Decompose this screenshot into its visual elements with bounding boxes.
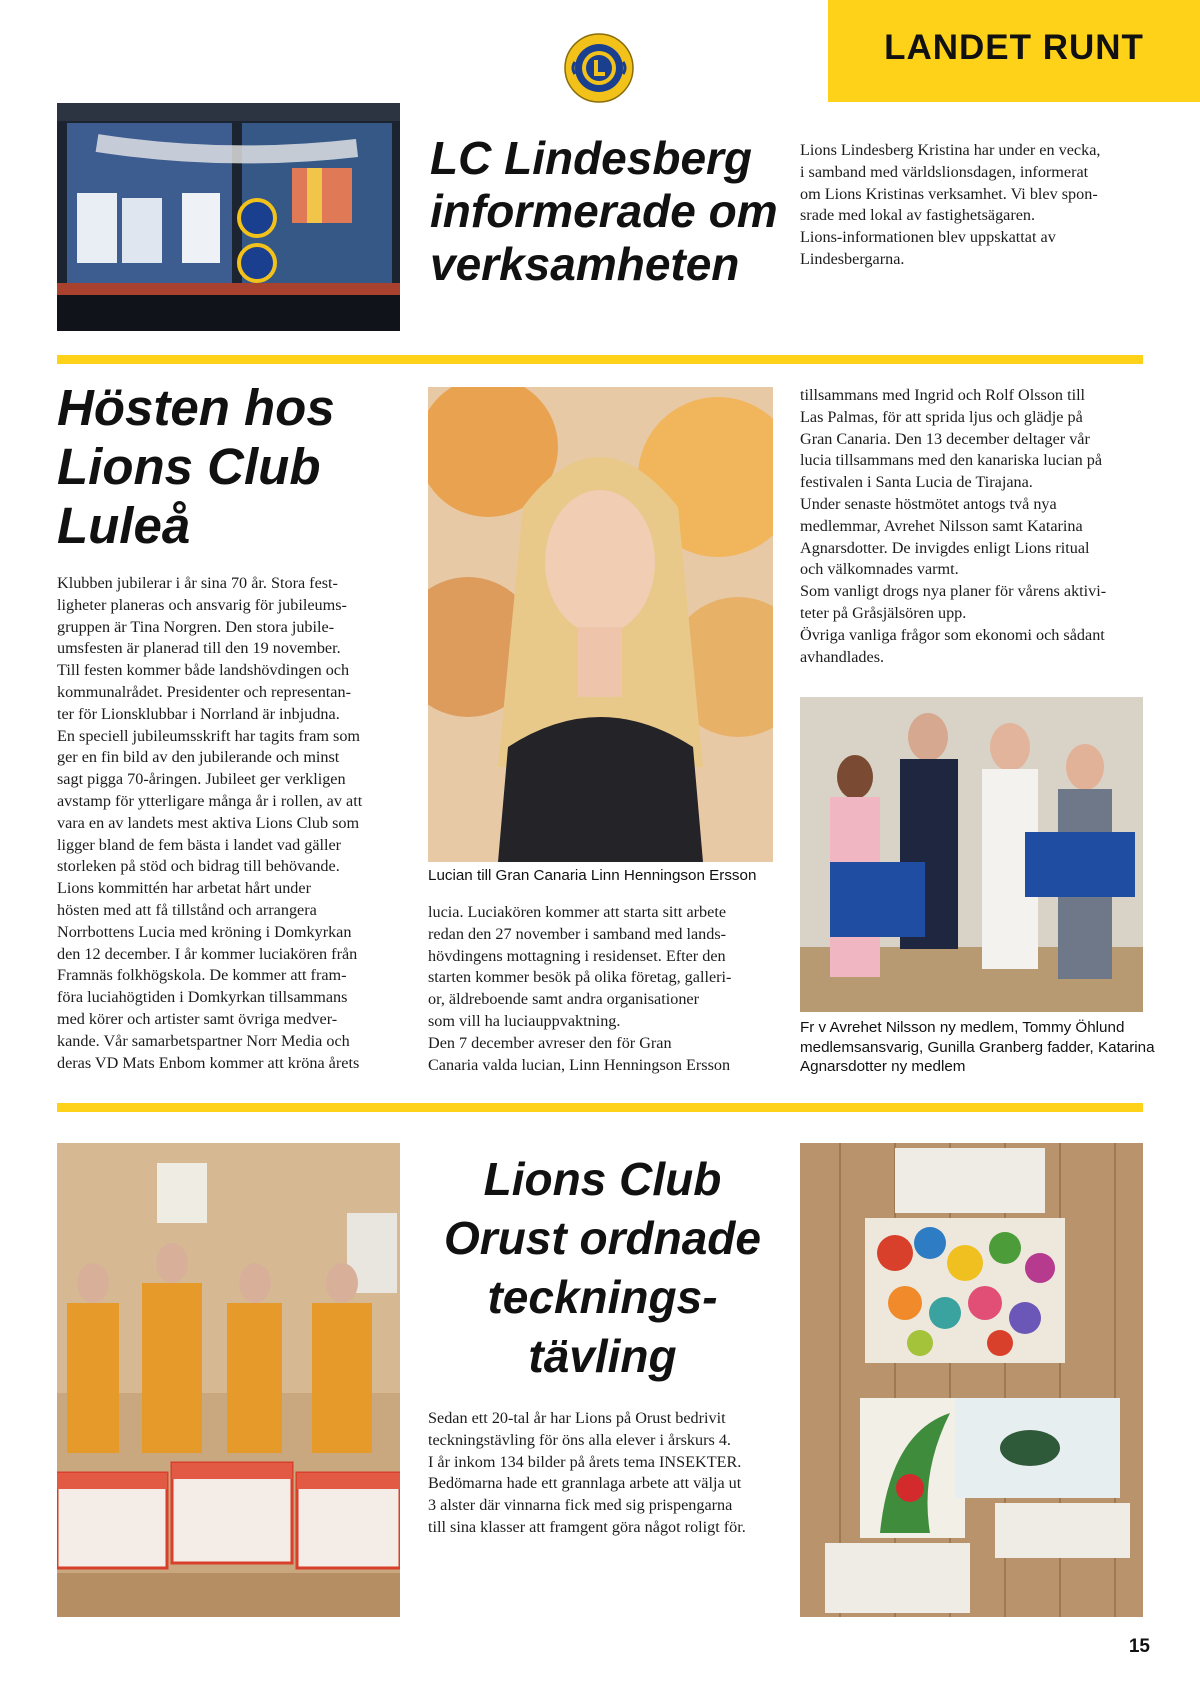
orust-headline: Lions Club Orust ordnade tecknings-tävling [444, 1153, 761, 1382]
lulea-body-column-2: lucia. Luciakören kommer att starta sitt arbete redan den 27 november i samband med lands- hövdingens mottagning i residenset. Efter den starten kommer besök på olika företag, galleri- or, äldreboende samt andra organisationer som vill ha luciauppvaktning. Den 7 december avreser den för Gran Canaria valda lucian, Linn Henningson Ersson [428, 903, 732, 1074]
lulea-body-column-3: tillsammans med Ingrid och Rolf Olsson till Las Palmas, för att sprida ljus och glädje på Gran Canaria. Den 13 december deltager vår lucia tillsammans med den kanariska lucian på festivalen i Santa Lucia de Tirajana. Under senaste höstmötet antogs två nya medlemmar, Avrehet Nilsson samt Katarina Agnarsdotter. De invigdes enligt Lions ritual och välkomnades varmt. Som vanligt drogs nya planer för vårens aktivi- teter på Gråsjälsören upp. Övriga vanliga frågor som ekonomi och sådant avhandlades. [800, 386, 1107, 666]
section-tab [828, 0, 1200, 102]
orust-body: Sedan ett 20-tal år har Lions på Orust bedrivit teckningstävling för öns alla elever i årskurs 4. I år inkom 134 bilder på årets tema INSEKTER. Bedömarna hade ett grannlaga arbete att välja ut 3 alster där vinnarna fick med sig prispengarna till sina klasser att framgent göra något roligt för. [428, 1409, 746, 1536]
lucia-photo-caption: Lucian till Gran Canaria Linn Henningson Ersson [428, 867, 757, 884]
lulea-headline: Hösten hos Lions Club Luleå [57, 379, 335, 554]
lindesberg-window-photo [57, 103, 400, 331]
page-number: 15 [1128, 1636, 1150, 1657]
lindesberg-headline: LC Lindesberg informerade om verksamheten [430, 132, 778, 290]
new-members-group-photo [800, 697, 1143, 1012]
section-divider [57, 355, 1143, 364]
section-label: LANDET RUNT [884, 28, 1144, 67]
lions-logo-icon [563, 32, 635, 104]
lucia-portrait-photo [428, 387, 773, 862]
drawing-winners-photo [57, 1143, 400, 1617]
group-photo-caption: Fr v Avrehet Nilsson ny medlem, Tommy Öhlund medlemsansvarig, Gunilla Granberg fadder, Katarina Agnarsdotter ny medlem [800, 1019, 1155, 1075]
lulea-body-column-1: Klubben jubilerar i år sina 70 år. Stora fest- ligheter planeras och ansvarig för jubileums- gruppen är Tina Norgren. Den stora jubile- umsfesten är planerad till den 19 november. Till festen kommer både landshövdingen och kommunalrådet. Presidenter och representan- ter för Lionsklubbar i Norrland är inbjudna. En speciell jubileumsskrift har tagits fram som ger en fin bild av den jubilerande och minst sagt pigga 70-åringen. Jubileet ger verkligen avstamp för ytterligare många år i rollen, av att vara en av landets mest aktiva Lions Club som ligger bland de fem bästa i landet vad gäller storleken på stöd och bidrag till behövande. Lions kommittén har arbetat hårt under hösten med att få tillstånd och arrangera Norrbottens Lucia med kröning i Domkyrkan den 12 december. I år kommer luciakören från Framnäs folkhögskola. De kommer att fram- föra luciahögtiden i Domkyrkan tillsammans med körer och artister samt övriga medver- kande. Vår samarbetspartner Norr Media och deras VD Mats Enbom kommer att kröna årets [57, 574, 363, 1072]
winning-drawings-photo [800, 1143, 1143, 1617]
lindesberg-body: Lions Lindesberg Kristina har under en vecka, i samband med världslionsdagen, informerat om Lions Kristinas verksamhet. Vi blev spon- srade med lokal av fastighetsägaren. Lions-informationen blev uppskattat av Lindesbergarna. [800, 141, 1101, 268]
section-divider [57, 1103, 1143, 1112]
